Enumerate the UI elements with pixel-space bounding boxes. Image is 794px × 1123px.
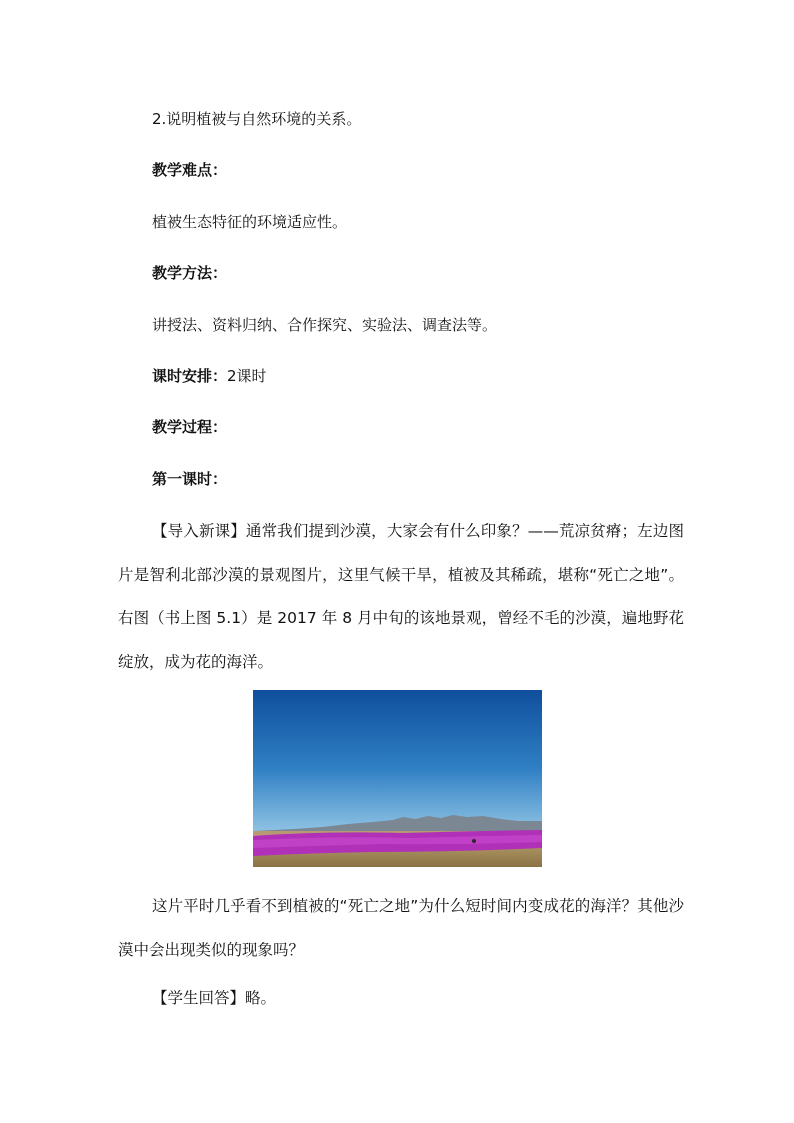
student-answer: 【学生回答】略。 xyxy=(152,989,277,1007)
schedule-line xyxy=(152,366,267,386)
desert-flower-photo xyxy=(253,690,542,867)
photo-sky xyxy=(253,690,542,832)
difficulty-heading: 教学难点： xyxy=(152,161,228,179)
methods-heading: 教学方法： xyxy=(152,264,228,282)
first-lesson-heading: 第一课时： xyxy=(152,470,228,488)
question-paragraph: 这片平时几乎看不到植被的“死亡之地”为什么短时间内变成花的海洋？其他沙漠中会出现类似的现象吗？ xyxy=(118,897,684,959)
methods-text: 讲授法、资料归纳、合作探究、实验法、调查法等。 xyxy=(152,316,498,334)
difficulty-text: 植被生态特征的环境适应性。 xyxy=(152,213,348,231)
intro-paragraph: 【导入新课】通常我们提到沙漠，大家会有什么印象？——荒凉贫瘠；左边图片是智利北部沙漠的景观图片，这里气候干旱，植被及其稀疏，堪称“死亡之地”。右图（书上图 5.1）是 2017 年 8 月中旬的该地景观，曾经不毛的沙漠，遍地野花绽放，成为花的海洋。 xyxy=(118,522,684,671)
schedule-label: 课时安排： xyxy=(152,367,228,385)
objective-2-text: 2.说明植被与自然环境的关系。 xyxy=(152,110,362,128)
desert-flower-photo-svg xyxy=(253,690,542,867)
process-heading: 教学过程： xyxy=(152,418,228,436)
schedule-value: 2课时 xyxy=(227,367,267,385)
photo-figure xyxy=(472,839,476,843)
